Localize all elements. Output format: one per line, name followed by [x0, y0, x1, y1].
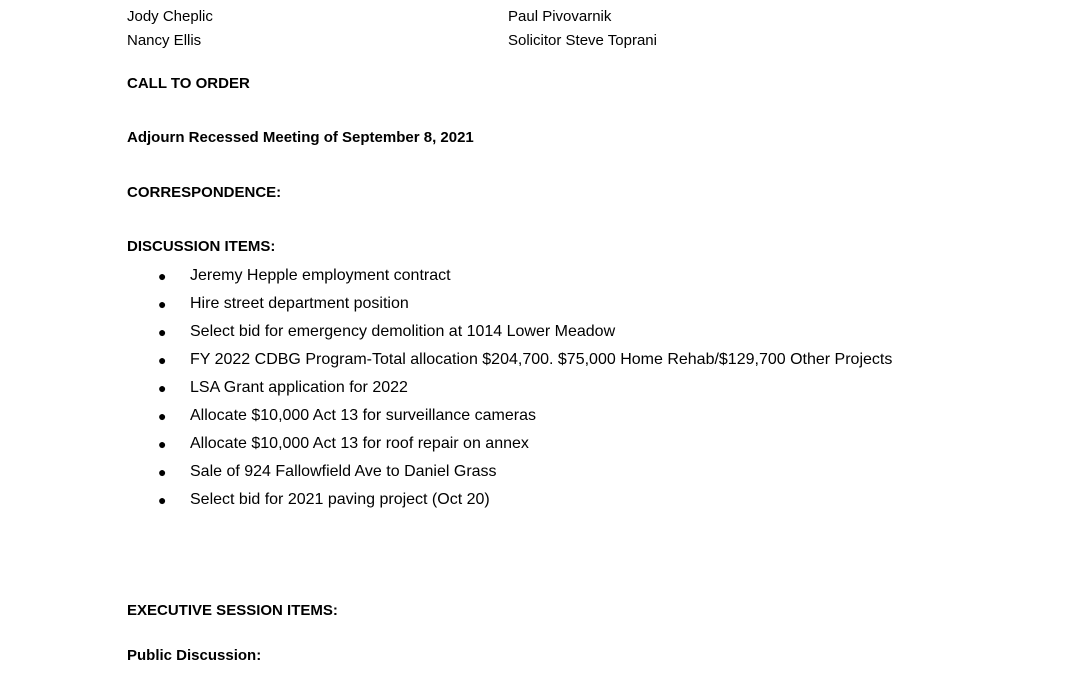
attendee-column-left [127, 5, 213, 53]
adjourn-heading: Adjourn Recessed Meeting of September 8, 2021 [127, 129, 474, 146]
bullet-icon: ● [158, 268, 167, 284]
bullet-icon: ● [158, 380, 167, 396]
bullet-icon: ● [158, 464, 167, 480]
bullet-icon: ● [158, 408, 167, 424]
list-item: ● Select bid for 2021 paving project (Oct 20) [155, 486, 935, 514]
list-item: ● FY 2022 CDBG Program-Total allocation $204,700. $75,000 Home Rehab/$129,700 Other Projects [155, 346, 935, 374]
discussion-items-list [155, 262, 935, 514]
list-item: ● LSA Grant application for 2022 [155, 374, 935, 402]
correspondence-heading: CORRESPONDENCE: [127, 184, 282, 201]
list-item: ● Allocate $10,000 Act 13 for roof repair on annex [155, 430, 935, 458]
bullet-icon: ● [158, 436, 167, 452]
list-item: ● Hire street department position [155, 290, 935, 318]
public-discussion-heading: Public Discussion: [127, 647, 262, 664]
attendee-list [127, 5, 827, 55]
attendee-name: Jody Cheplic [127, 8, 213, 25]
executive-session-heading: EXECUTIVE SESSION ITEMS: [127, 602, 338, 619]
bullet-icon: ● [158, 492, 167, 508]
bullet-icon: ● [158, 296, 167, 312]
attendee-name: Solicitor Steve Toprani [508, 32, 657, 49]
list-item: ● Allocate $10,000 Act 13 for surveillance cameras [155, 402, 935, 430]
list-item: ● Sale of 924 Fallowfield Ave to Daniel Grass [155, 458, 935, 486]
call-to-order-heading: CALL TO ORDER [127, 75, 250, 92]
list-item: ● Select bid for emergency demolition at 1014 Lower Meadow [155, 318, 935, 346]
attendee-name: Nancy Ellis [127, 32, 202, 49]
discussion-items-heading: DISCUSSION ITEMS: [127, 238, 276, 255]
list-item: ● Jeremy Hepple employment contract [155, 262, 935, 290]
bullet-icon: ● [158, 324, 167, 340]
attendee-column-right [508, 5, 657, 53]
attendee-name: Paul Pivovarnik [508, 8, 612, 25]
bullet-icon: ● [158, 352, 167, 368]
